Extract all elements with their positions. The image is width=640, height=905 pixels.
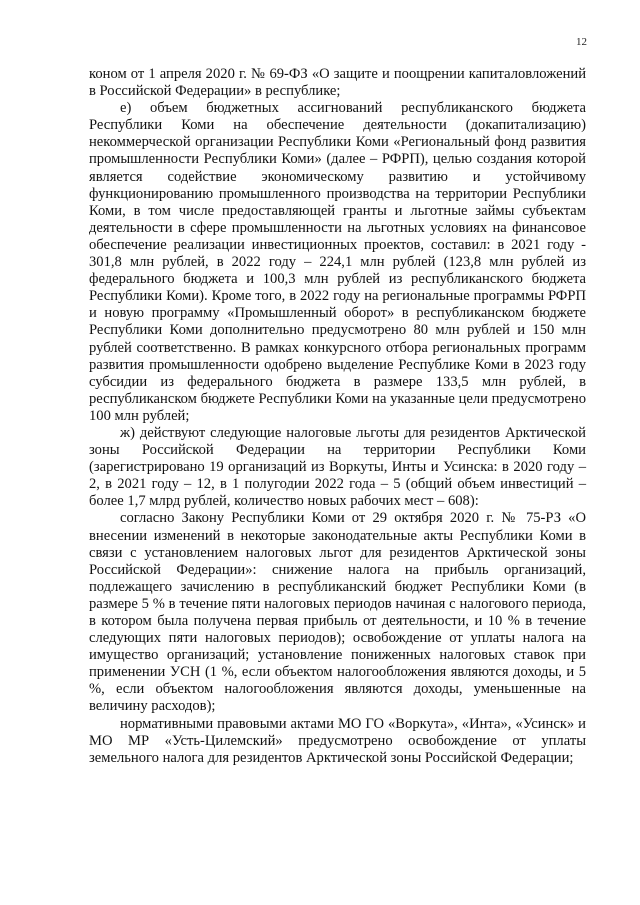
paragraph-municipal-acts: нормативными правовыми актами МО ГО «Воркута», «Инта», «Усинск» и МО МР «Усть-Цилемский» предусмотрено освобождение от уплаты земельного налога для резидентов Арктической зоны Российской Федерации; [89, 715, 586, 766]
paragraph-continuation: коном от 1 апреля 2020 г. № 69-ФЗ «О защите и поощрении капиталовложений в Российской Федерации» в республике; [89, 66, 586, 100]
paragraph-law-75-rz: согласно Закону Республики Коми от 29 октября 2020 г. № 75-РЗ «О внесении изменений в некоторые законодательные акты Республики Коми в связи с установлением налоговых льгот для резидентов Арктической зоны Российской Федерации»: снижение налога на прибыль организаций, подлежащего зачислению в республиканский бюджет Республики Коми (в размере 5 % в течение пяти налоговых периодов начиная с налогового периода, в котором была получена первая прибыль от деятельности, и 10 % в течение следующих пяти налоговых периодов); освобождение от уплаты налога на имущество организаций; установление пониженных налоговых ставок при применении УСН (1 %, если объектом налогообложения являются доходы, и 5 %, если объектом налогообложения являются доходы, уменьшенные на величину расходов); [89, 510, 586, 715]
paragraph-item-e: е) объем бюджетных ассигнований республиканского бюджета Республики Коми на обеспечение деятельности (докапитализацию) некоммерческой организации Республики Коми «Региональный фонд развития промышленности Республики Коми» (далее – РФРП), целью создания которой является содействие экономическому развитию и устойчивому функционированию промышленного производства на территории Республики Коми, в том числе предоставляющей гранты и льготные займы субъектам деятельности в сфере промышленности на льготных условиях на финансовое обеспечение реализации инвестиционных проектов, составил: в 2021 году - 301,8 млн рублей, в 2022 году – 224,1 млн рублей (123,8 млн рублей из федерального бюджета и 100,3 млн рублей из республиканского бюджета Республики Коми). Кроме того, в 2022 году на региональные программы РФРП и новую программу «Промышленный оборот» в республиканском бюджете Республики Коми дополнительно предусмотрено 80 млн рублей и 150 млн рублей соответственно. В рамках конкурсного отбора региональных программ развития промышленности одобрено выделение Республике Коми в 2023 году субсидии из федерального бюджета в размере 133,5 млн рублей, в республиканском бюджете Республики Коми на указанные цели предусмотрено 100 млн рублей; [89, 100, 586, 424]
paragraph-item-zh: ж) действуют следующие налоговые льготы для резидентов Арктической зоны Российской Федерации на территории Республики Коми (зарегистрировано 19 организаций из Воркуты, Инты и Усинска: в 2020 году – 2, в 2021 году – 12, в 1 полугодии 2022 года – 5 (общий объем инвестиций – более 1,7 млрд рублей, количество новых рабочих мест – 608): [89, 424, 586, 510]
page-number: 12 [576, 36, 587, 48]
document-body [89, 66, 586, 767]
